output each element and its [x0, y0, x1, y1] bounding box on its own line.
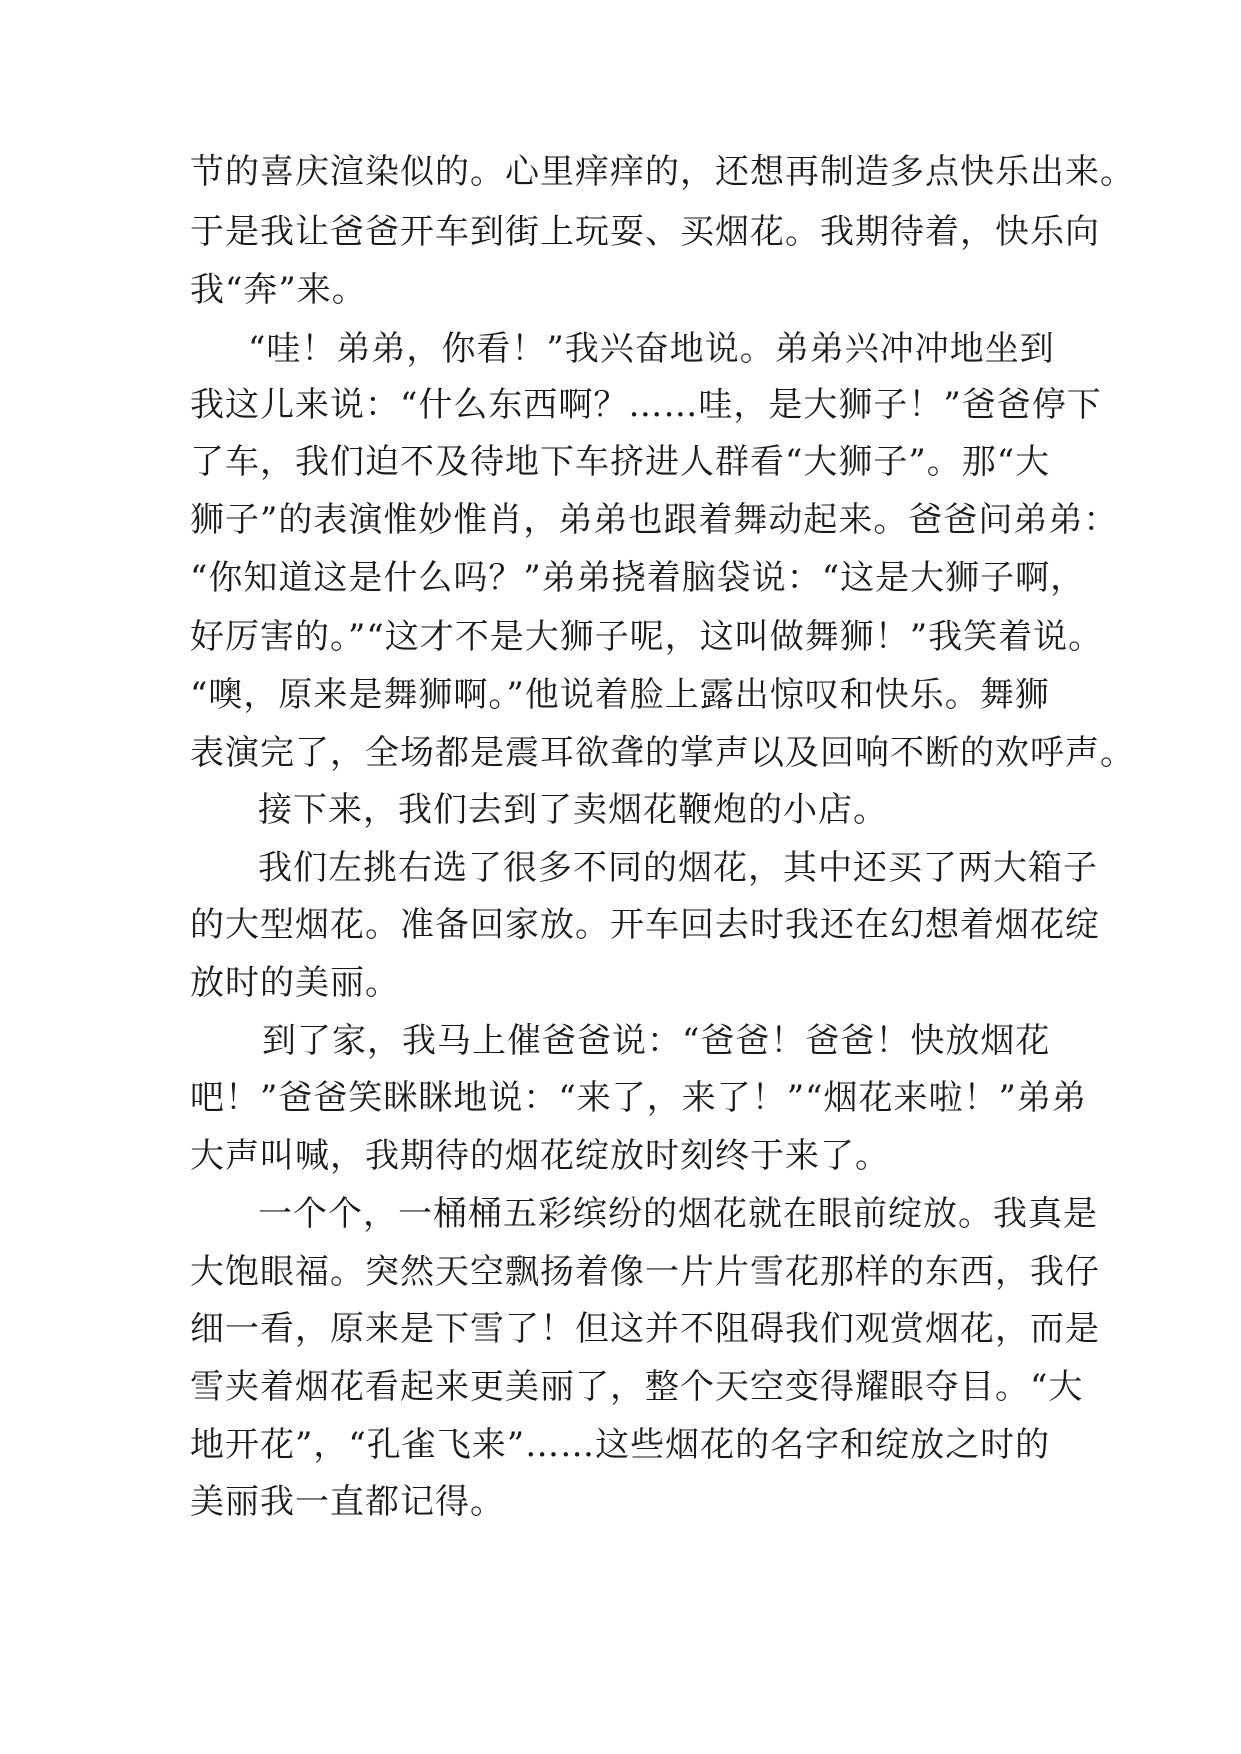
- text-line: 接下来，我们去到了卖烟花鞭炮的小店。: [258, 790, 888, 830]
- text-line: 表演完了，全场都是震耳欲聋的掌声以及回响不断的欢呼声。: [190, 733, 1135, 773]
- text-line: 狮子”的表演惟妙惟肖，弟弟也跟着舞动起来。爸爸问弟弟：: [190, 500, 1119, 540]
- text-line: 雪夹着烟花看起来更美丽了，整个天空变得耀眼夺目。“大: [190, 1367, 1084, 1407]
- text-line: 好厉害的。”“这才不是大狮子呢，这叫做舞狮！”我笑着说。: [190, 617, 1104, 657]
- text-line: 细一看，原来是下雪了！但这并不阻碍我们观赏烟花，而是: [190, 1309, 1100, 1349]
- text-line: 大声叫喊，我期待的烟花绽放时刻终于来了。: [190, 1136, 890, 1176]
- text-line: 地开花”，“孔雀飞来”……这些烟花的名字和绽放之时的: [190, 1425, 1051, 1465]
- text-line: 大饱眼福。突然天空飘扬着像一片片雪花那样的东西，我仔: [190, 1252, 1100, 1292]
- text-line: 一个个，一桶桶五彩缤纷的烟花就在眼前绽放。我真是: [258, 1194, 1098, 1234]
- text-line: 美丽我一直都记得。: [190, 1482, 505, 1522]
- text-line: 吧！”爸爸笑眯眯地说：“来了，来了！”“烟花来啦！”弟弟: [190, 1078, 1087, 1118]
- text-line: 我们左挑右选了很多不同的烟花，其中还买了两大箱子: [258, 848, 1098, 888]
- text-line: “你知道这是什么吗？”弟弟挠着脑袋说：“这是大狮子啊，: [190, 558, 1086, 598]
- text-line: 我这儿来说：“什么东西啊？……哇，是大狮子！”爸爸停下: [190, 385, 1102, 425]
- text-line: 到了家，我马上催爸爸说：“爸爸！爸爸！快放烟花: [262, 1021, 1051, 1061]
- text-line: 放时的美丽。: [190, 963, 400, 1003]
- text-line: 我“奔”来。: [190, 270, 367, 310]
- text-line: 于是我让爸爸开车到街上玩耍、买烟花。我期待着，快乐向: [190, 212, 1100, 252]
- text-line: “噢，原来是舞狮啊。”他说着脸上露出惊叹和快乐。舞狮: [190, 675, 1050, 715]
- text-line: 节的喜庆渲染似的。心里痒痒的，还想再制造多点快乐出来。: [190, 152, 1135, 192]
- text-line: “哇！弟弟，你看！”我兴奋地说。弟弟兴冲冲地坐到: [248, 329, 1055, 369]
- text-line: 了车，我们迫不及待地下车挤进人群看“大狮子”。那“大: [190, 442, 1051, 482]
- text-line: 的大型烟花。准备回家放。开车回去时我还在幻想着烟花绽: [190, 905, 1100, 945]
